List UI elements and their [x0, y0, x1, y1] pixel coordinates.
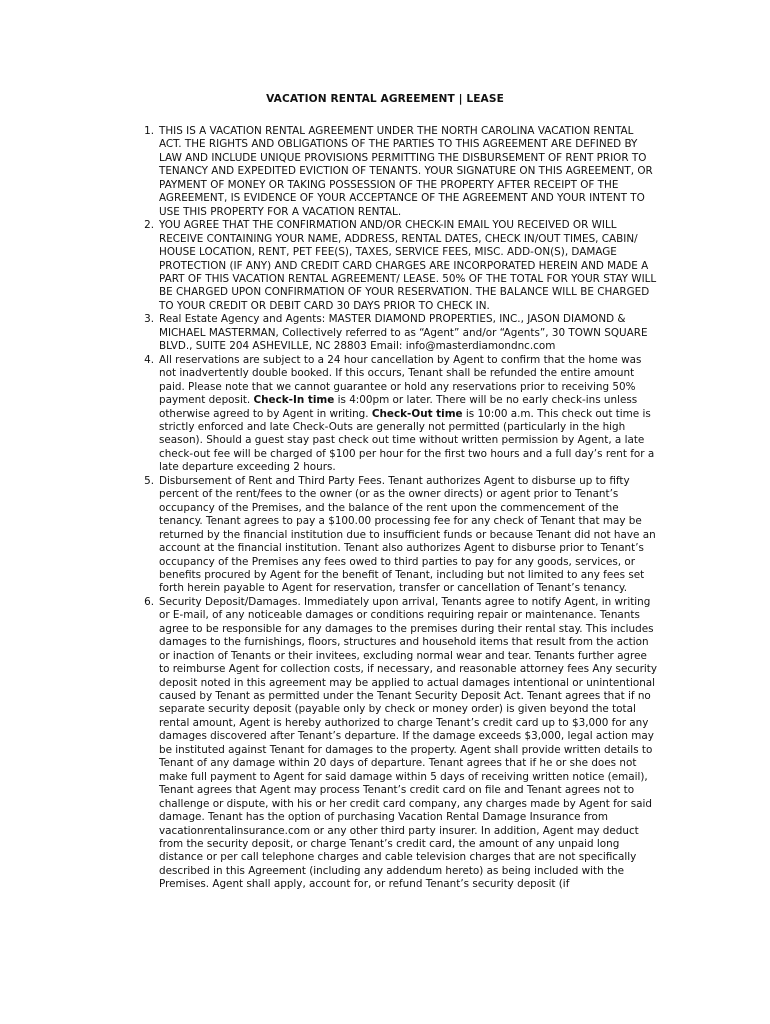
clause-number: 3. — [144, 313, 154, 326]
clause-number: 5. — [144, 474, 154, 487]
check-out-time-label: Check-Out time — [371, 407, 463, 420]
clause-number: 2. — [144, 219, 154, 232]
clause-text: Security Deposit/Damages. Immediately upon arrival, Tenants agree to notify Agent, in writing or E-mail, of any noticeable damages or conditions requiring repair or maintenance. Tenants agree to be responsible for any damages to the premises during their rental stay. This includes damages to the furnishings, floors, structures and household items that result from the action or inaction of Tenants or their invitees, excluding normal wear and tear. Tenants further agree to reimburse Agent for collection costs, if necessary, and reasonable attorney fees Any security deposit noted in this agreement may be applied to actual damages intentional or unintentional caused by Tenant as permitted under the Tenant Security Deposit Act. Tenant agrees that if no separate security deposit (payable only by check or money order) is given beyond the total rental amount, Agent is hereby authorized to charge Tenant’s credit card up to $3,000 for any damages discovered after Tenant’s departure. If the damage exceeds $3,000, legal action may be instituted against Tenant for damages to the property. Agent shall provide written details to Tenant of any damage within 20 days of departure. Tenant agrees that if he or she does not make full payment to Agent for said damage within 5 days of receiving written notice (email), Tenant agrees that Agent may process Tenant’s credit card on file and Tenant agrees not to challenge or dispute, with his or her credit card company, any charges made by Agent for said damage. Tenant has the option of purchasing Vacation Rental Damage Insurance from vacationrentalinsurance.com or any other third party insurer. In addition, Agent may deduct from the security deposit, or charge Tenant’s credit card, the amount of any unpaid long distance or per call telephone charges and cable television charges that are not specifically described in this Agreement (including any addendum hereto) as being included with the Premises. Agent shall apply, account for, or refund Tenant’s security deposit (if — [159, 595, 658, 891]
clause-list — [144, 125, 659, 892]
clause-text: Real Estate Agency and Agents: MASTER DIAMOND PROPERTIES, INC., JASON DIAMOND & MICHAEL MASTERMAN, Collectively referred to as “Agent” and/or “Agents”, 30 TOWN SQUARE BLVD., SUITE 204 ASHEVILLE, NC 28803 Email: info@masterdiamondnc.com — [159, 313, 648, 353]
clause-3 — [144, 313, 659, 353]
clause-text: YOU AGREE THAT THE CONFIRMATION AND/OR CHECK-IN EMAIL YOU RECEIVED OR WILL RECEIVE CONTAINING YOUR NAME, ADDRESS, RENTAL DATES, CHECK IN/OUT TIMES, CABIN/ HOUSE LOCATION, RENT, PET FEE(S), TAXES, SERVICE FEES, MISC. ADD-ON(S), DAMAGE PROTECTION (IF ANY) AND CREDIT CARD CHARGES ARE INCORPORATED HEREIN AND MADE A PART OF THIS VACATION RENTAL AGREEMENT/ LEASE. 50% OF THE TOTAL FOR YOUR STAY WILL BE CHARGED UPON CONFIRMATION OF YOUR RESERVATION. THE BALANCE WILL BE CHARGED TO YOUR CREDIT OR DEBIT CARD 30 DAYS PRIOR TO CHECK IN. — [159, 219, 657, 312]
clause-1 — [144, 125, 659, 219]
document-title: VACATION RENTAL AGREEMENT | LEASE — [266, 93, 504, 105]
clause-text-part-3: is 10:00 a.m. This check out time is strictly enforced and late Check-Outs are generally not permitted (particularly in the high season). Should a guest stay past check out time without written permission by Agent, a late check-out fee will be charged of $100 per hour for the first two hours and a full day’s rent for a late departure exceeding 2 hours. — [159, 407, 655, 474]
clause-number: 1. — [144, 125, 154, 137]
clause-4 — [144, 353, 659, 475]
clause-text-part-2: is 4:00pm or later. There will be no early check-ins unless otherwise agreed to by Agent in writing. — [159, 394, 638, 420]
clause-number: 6. — [144, 595, 154, 608]
check-in-time-label: Check-In time — [253, 394, 335, 407]
clause-number: 4. — [144, 353, 154, 366]
clause-text-part-1: All reservations are subject to a 24 hour cancellation by Agent to confirm that the home was not inadvertently double booked. If this occurs, Tenant shall be refunded the entire amount paid. Please note that we cannot guarantee or hold any reservations prior to receiving 50% payment deposit. — [159, 353, 642, 407]
clause-text: THIS IS A VACATION RENTAL AGREEMENT UNDER THE NORTH CAROLINA VACATION RENTAL ACT. THE RIGHTS AND OBLIGATIONS OF THE PARTIES TO THIS AGREEMENT ARE DEFINED BY LAW AND INCLUDE UNIQUE PROVISIONS PERMITTING THE DISBURSEMENT OF RENT PRIOR TO TENANCY AND EXPEDITED EVICTION OF TENANTS. YOUR SIGNATURE ON THIS AGREEMENT, OR PAYMENT OF MONEY OR TAKING POSSESSION OF THE PROPERTY AFTER RECEIPT OF THE AGREEMENT, IS EVIDENCE OF YOUR ACCEPTANCE OF THE AGREEMENT AND YOUR INTENT TO USE THIS PROPERTY FOR A VACATION RENTAL. — [159, 125, 653, 218]
clause-6 — [144, 595, 659, 892]
clause-2 — [144, 219, 659, 313]
clause-text: Disbursement of Rent and Third Party Fees. Tenant authorizes Agent to disburse up to fifty percent of the rent/fees to the owner (or as the owner directs) or agent prior to Tenant’s occupancy of the Premises, and the balance of the rent upon the commencement of the tenancy. Tenant agrees to pay a $100.00 processing fee for any check of Tenant that may be returned by the financial institution due to insufficient funds or because Tenant did not have an account at the financial institution. Tenant also authorizes Agent to disburse prior to Tenant’s occupancy of the Premises any fees owed to third parties to pay for any goods, services, or benefits procured by Agent for the benefit of Tenant, including but not limited to any fees set forth herein payable to Agent for reservation, transfer or cancellation of Tenant’s tenancy. — [159, 474, 656, 595]
clause-5 — [144, 474, 659, 596]
